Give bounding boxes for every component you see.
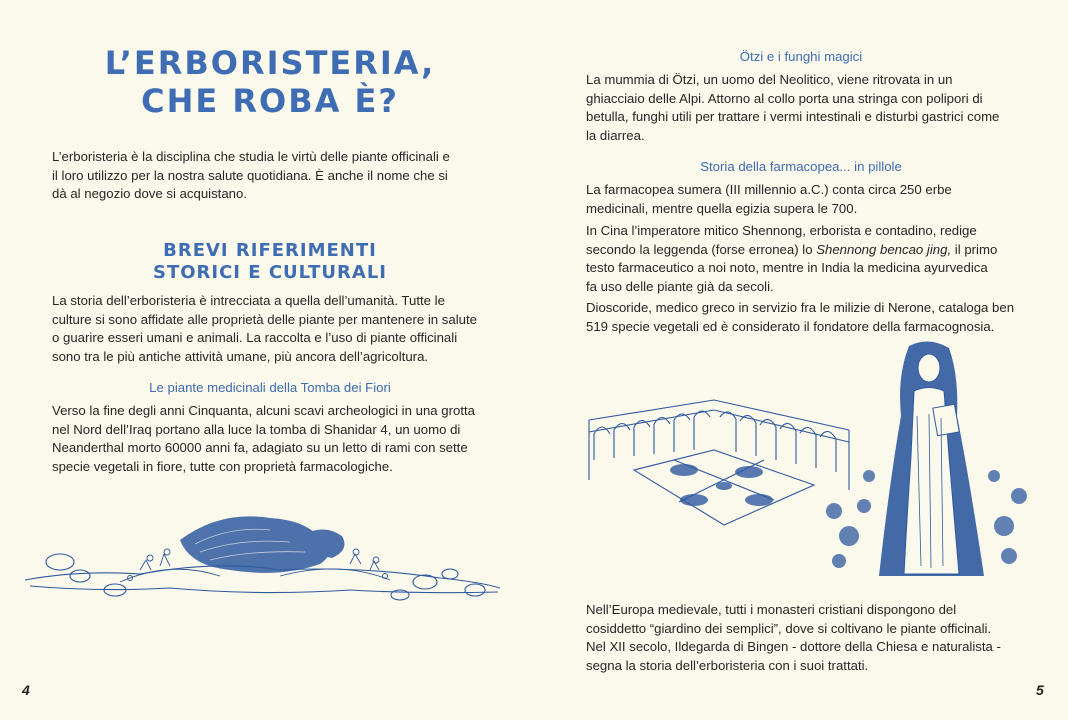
farmacopea-paragraph-1: La farmacopea sumera (III millennio a.C.) conta circa 250 erbe medicinali, mentre quella egizia supera le 700. xyxy=(586,182,952,216)
title-line-2: CHE ROBA È? xyxy=(141,82,399,120)
title-line-1: L’ERBORISTERIA, xyxy=(104,44,436,82)
farmacopea-p2-start: In Cina l’imperatore mitico Shennong, erborista e contadino, redige secondo la leggenda (forse erronea) lo xyxy=(586,223,977,257)
subheading-tomb: Le piante medicinali della Tomba dei Fiori xyxy=(149,380,391,395)
hildegard-illustration xyxy=(809,336,1039,586)
section-heading-line-1: BREVI RIFERIMENTI xyxy=(163,240,377,261)
page-number-right: 5 xyxy=(1036,682,1044,698)
farmacopea-paragraph-3: Dioscoride, medico greco in servizio fra le milizie di Nerone, cataloga ben 519 specie vegetali ed è considerato il fondatore della farmacognosia. xyxy=(586,300,1015,334)
subheading-farmacopea: Storia della farmacopea... in pillole xyxy=(700,159,902,174)
right-page xyxy=(534,0,1068,720)
neanderthal-burial-illustration xyxy=(20,500,505,610)
otzi-paragraph: La mummia di Ötzi, un uomo del Neolitico, viene ritrovata in un ghiacciaio delle Alpi. Attorno al collo porta una stringa con polipori di betulla, funghi utili per trattare i vermi intestinali e disturbi gastrici come la diarrea. xyxy=(586,72,1000,143)
history-paragraph: La storia dell’erboristeria è intrecciata a quella dell’umanità. Tutte le culture si sono affidate alle proprietà delle piante per mantenere in salute o guarire esseri umani e animali. La raccolta e l’uso di piante officinali sono tra le più antiche attività umane, più ancora dell’agricoltura. xyxy=(52,293,477,364)
shennong-title: Shennong bencao jing, xyxy=(816,241,952,257)
farmacopea-paragraph-2 xyxy=(586,222,1002,296)
medieval-paragraph: Nell’Europa medievale, tutti i monasteri cristiani dispongono del cosiddetto “giardino dei semplici”, dove si coltivano le piante officinali. Nel XII secolo, Ildegarda di Bingen - dottore della Chiesa e naturalista - segna la storia dell’erboristeria con i suoi trattati. xyxy=(586,602,1001,673)
page-number-left: 4 xyxy=(22,682,30,698)
farmacopea-p2-end: il primo testo farmaceutico a noi noto, mentre in India la medicina ayurvedica fa uso delle piante già da secoli. xyxy=(586,241,998,294)
subheading-otzi: Ötzi e i funghi magici xyxy=(739,49,863,64)
page-title xyxy=(60,44,480,120)
section-heading-line-2: STORICI E CULTURALI xyxy=(152,262,387,283)
section-heading xyxy=(60,240,480,284)
intro-paragraph: L’erboristeria è la disciplina che studia le virtù delle piante officinali e il loro utilizzo per la nostra salute quotidiana. È anche il nome che si dà al negozio dove si acquistano. xyxy=(52,149,450,202)
tomb-paragraph: Verso la fine degli anni Cinquanta, alcuni scavi archeologici in una grotta nel Nord dell’Iraq portano alla luce la tomba di Shanidar 4, un uomo di Neanderthal morto 60000 anni fa, adagiato su un letto di rami con sette specie vegetali in fiore, tutte con proprietà farmacologiche. xyxy=(52,403,475,474)
